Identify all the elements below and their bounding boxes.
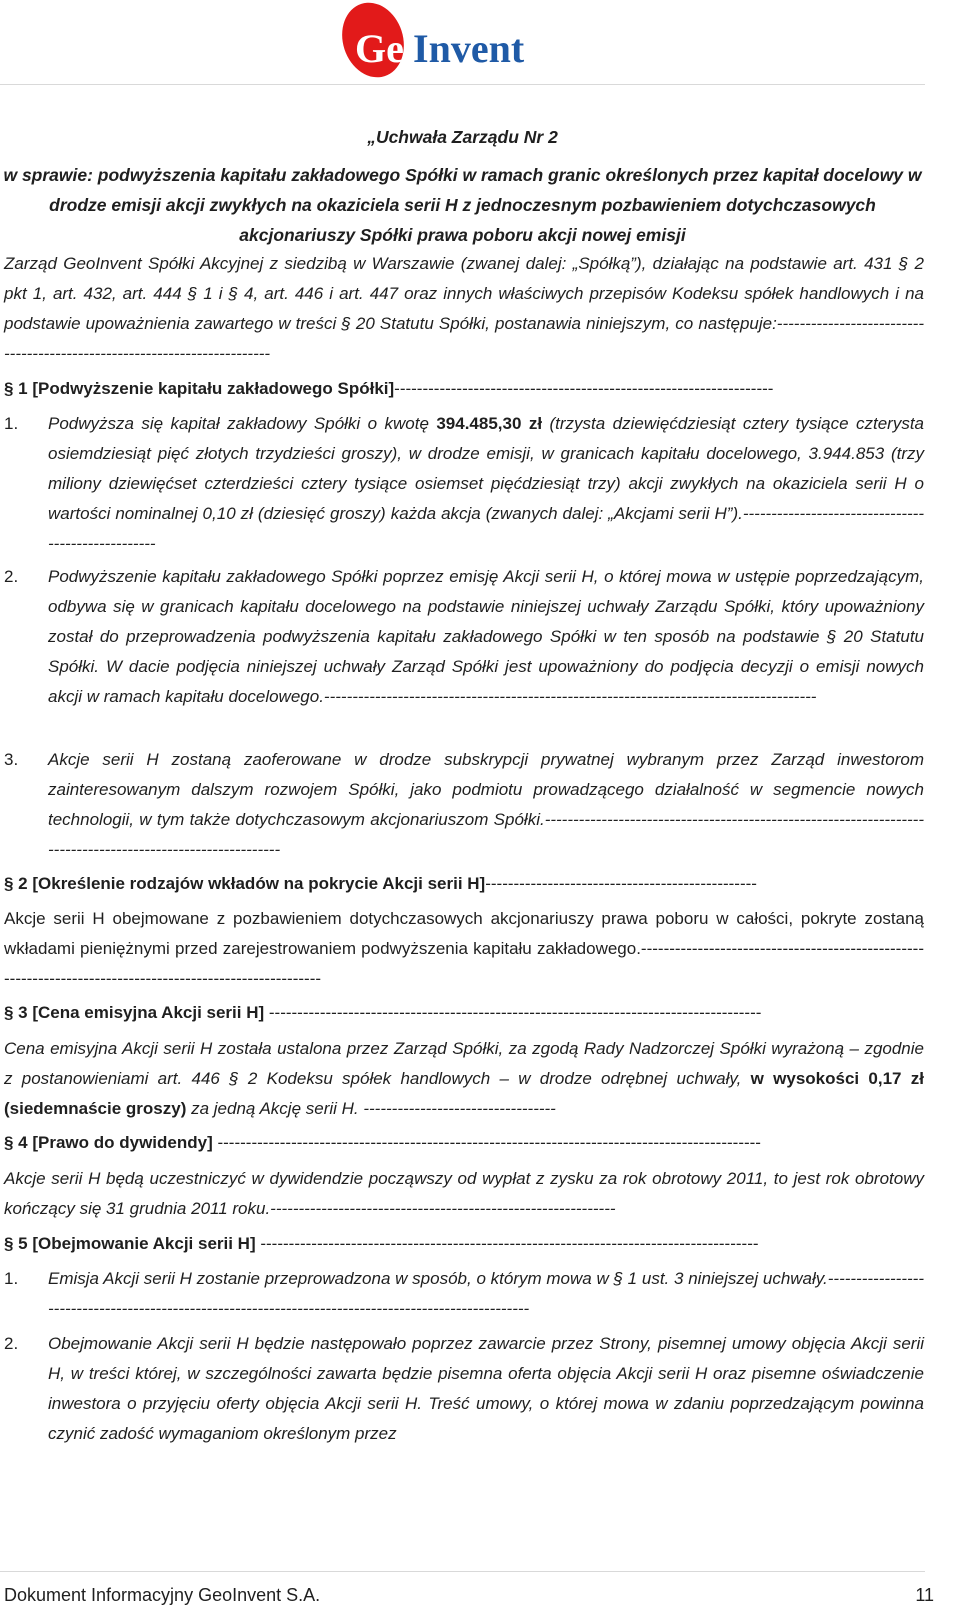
list-number: 2. — [4, 1334, 19, 1353]
list-text: Akcje serii H zostaną zaoferowane w drodze subskrypcji prywatnej wybranym przez Zarząd inwestorom zainteresowanym dalszym rozwojem Spółki, jako podmiotu prowadzącego działalność w segmencie nowych technologii, w tym także dotychczasowym akcjonariuszom Spółki.------------------------------------------------------------------------------------------------------------ — [48, 750, 924, 859]
section-4-title: § 4 [Prawo do dywidendy] — [4, 1133, 213, 1152]
section-1-item-3 — [4, 745, 924, 865]
section-4-text: Akcje serii H będą uczestniczyć w dywidendzie począwszy od wypłat z zysku za rok obrotowy 2011, to jest rok obrotowy kończący się 31 grudnia 2011 roku.------------------------------------------------------------- — [4, 1169, 924, 1218]
section-3-dashes: --------------------------------------------------------------------------------------- — [264, 1003, 762, 1022]
section-2-heading — [4, 869, 924, 899]
list-number: 1. — [4, 1269, 19, 1288]
section-4-dashes: ------------------------------------------------------------------------------------------------ — [212, 1133, 761, 1152]
section-1-item-2 — [4, 562, 924, 712]
resolution-subject: w sprawie: podwyższenia kapitału zakładowego Spółki w ramach granic określonych przez kapitał docelowy w drodze emisji akcji zwykłych na okaziciela serii H z jednoczesnym pozbawieniem dotychczasowych akcjonariuszy Spółki prawa poboru akcji nowej emisji — [3, 165, 922, 245]
section-5-title: § 5 [Obejmowanie Akcji serii H] — [4, 1234, 256, 1253]
footer-divider — [0, 1571, 925, 1572]
list-number: 1. — [4, 414, 19, 433]
logo-text-suffix: Invent — [413, 26, 525, 71]
section-5-heading — [4, 1229, 924, 1259]
amount-bold: 394.485,30 zł — [436, 414, 543, 433]
section-3-text: Cena emisyjna Akcji serii H została ustalona przez Zarząd Spółki, za zgodą Rady Nadzorczej Spółki wyrażoną – zgodnie z postanowieniami art. 446 § 2 Kodeksu spółek handlowych – w drodze odrębnej uchwały, w wysokości 0,17 zł (siedemnaście groszy) za jedną Akcję serii H. ---------------------------------- — [4, 1039, 925, 1118]
logo-text-prefix: Ge — [355, 26, 404, 71]
footer-page-number: 11 — [915, 1585, 934, 1605]
section-3-heading — [4, 998, 924, 1028]
section-4-heading — [4, 1128, 924, 1158]
section-1-item-1 — [4, 409, 924, 559]
list-number: 3. — [4, 750, 19, 769]
list-text: Emisja Akcji serii H zostanie przeprowadzona w sposób, o którym mowa w § 1 ust. 3 niniejszej uchwały.------------------------------------------------------------------------------------------------------ — [48, 1269, 924, 1318]
list-text: Obejmowanie Akcji serii H będzie następowało poprzez zawarcie przez Strony, pisemnej umowy objęcia Akcji serii H, w treści której, w szczególności zawarta będzie pisemna oferta objęcia Akcji serii H oraz pisemne oświadczenie inwestora o przyjęciu oferty objęcia Akcji serii H. Treść umowy, o której mowa w zdaniu poprzedzającym powinna czynić zadość wymaganiom określonym przez — [48, 1334, 924, 1443]
section-5-item-2 — [4, 1329, 924, 1449]
section-2-text: Akcje serii H obejmowane z pozbawieniem dotychczasowych akcjonariuszy prawa poboru w całości, pokryte zostaną wkładami pieniężnymi przed zarejestrowaniem podwyższenia kapitału zakładowego.---------------------------------------------------------------------------------------------------------- — [4, 909, 924, 988]
section-2-title: § 2 [Określenie rodzajów wkładów na pokrycie Akcji serii H] — [4, 874, 486, 893]
geoinvent-logo — [325, 0, 595, 82]
section-5-dashes: ---------------------------------------------------------------------------------------- — [255, 1234, 759, 1253]
section-3-title: § 3 [Cena emisyjna Akcji serii H] — [4, 1003, 265, 1022]
intro-paragraph: Zarząd GeoInvent Spółki Akcyjnej z siedzibą w Warszawie (zwanej dalej: „Spółką”), działając na podstawie art. 431 § 2 pkt 1, art. 432, art. 444 § 1 i § 4, art. 446 i art. 447 oraz innych właściwych przepisów Kodeksu spółek handlowych i na podstawie upoważnienia zawartego w treści § 20 Statutu Spółki, postanawia niniejszym, co następuje:------------------------------------------------------------------------- — [4, 254, 924, 363]
list-text: Podwyższenie kapitału zakładowego Spółki poprzez emisję Akcji serii H, o której mowa w ustępie poprzedzającym, odbywa się w granicach kapitału docelowego na podstawie niniejszej uchwały Zarządu Spółki, który upoważniony został do przeprowadzenia podwyższenia kapitału zakładowego Spółki w ten sposób na podstawie § 20 Statutu Spółki. W dacie podjęcia niniejszej uchwały Zarząd Spółki jest upoważniony do podjęcia decyzji o emisji nowych akcji w ramach kapitału docelowego.--------------------------------------------------------------------------------------- — [48, 567, 924, 706]
section-1-heading — [4, 374, 924, 404]
section-5-item-1 — [4, 1264, 924, 1324]
header-divider — [0, 84, 925, 85]
section-1-dashes: ------------------------------------------------------------------- — [394, 379, 774, 398]
footer-document-name: Dokument Informacyjny GeoInvent S.A. — [4, 1585, 321, 1605]
price-bold: w wysokości 0,17 zł (siedemnaście groszy) — [4, 1069, 925, 1118]
list-text: Podwyższa się kapitał zakładowy Spółki o kwotę 394.485,30 zł (trzysta dziewięćdziesiąt cztery tysiące czterysta osiemdziesiąt pięć złotych trzydzieści groszy), w drodze emisji, w granicach kapitału docelowego, 3.944.853 (trzy miliony dziewięćset czterdzieści cztery tysiące osiemset pięćdziesiąt trzy) akcji zwykłych na okaziciela serii H o wartości nominalnej 0,10 zł (dziesięć groszy) każda akcja (zwanych dalej: „Akcjami serii H”).--------------------------------------------------- — [48, 414, 925, 553]
resolution-title: „Uchwała Zarządu Nr 2 — [367, 127, 558, 147]
list-number: 2. — [4, 567, 19, 586]
section-1-title: § 1 [Podwyższenie kapitału zakładowego Spółki] — [4, 379, 395, 398]
section-2-dashes: ------------------------------------------------ — [485, 874, 757, 893]
